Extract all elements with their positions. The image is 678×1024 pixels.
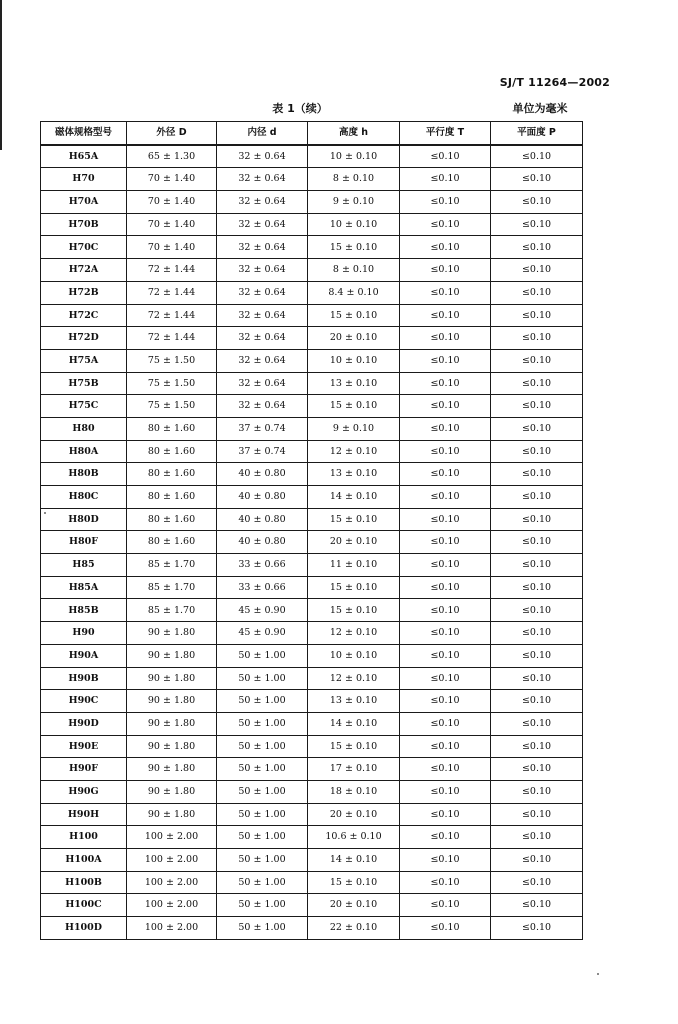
cell-parallelism: ≤0.10 <box>400 281 491 304</box>
cell-outer-diameter: 90 ± 1.80 <box>127 644 217 667</box>
cell-height: 14 ± 0.10 <box>308 486 400 509</box>
cell-flatness: ≤0.10 <box>491 213 583 236</box>
cell-model: H90H <box>41 803 127 826</box>
cell-inner-diameter: 40 ± 0.80 <box>217 463 308 486</box>
cell-flatness: ≤0.10 <box>491 236 583 259</box>
cell-parallelism: ≤0.10 <box>400 554 491 577</box>
cell-flatness: ≤0.10 <box>491 894 583 917</box>
cell-outer-diameter: 100 ± 2.00 <box>127 894 217 917</box>
cell-parallelism: ≤0.10 <box>400 463 491 486</box>
cell-flatness: ≤0.10 <box>491 599 583 622</box>
cell-height: 15 ± 0.10 <box>308 395 400 418</box>
cell-model: H75C <box>41 395 127 418</box>
table-row <box>41 894 583 917</box>
page-edge-rule <box>0 0 2 150</box>
cell-height: 12 ± 0.10 <box>308 440 400 463</box>
cell-outer-diameter: 80 ± 1.60 <box>127 486 217 509</box>
table-row <box>41 372 583 395</box>
cell-model: H70A <box>41 191 127 214</box>
table-row <box>41 712 583 735</box>
table-header-row <box>41 122 583 145</box>
cell-height: 20 ± 0.10 <box>308 803 400 826</box>
table-row <box>41 735 583 758</box>
table-row <box>41 780 583 803</box>
table-row <box>41 599 583 622</box>
cell-outer-diameter: 90 ± 1.80 <box>127 712 217 735</box>
table-row <box>41 554 583 577</box>
table-row <box>41 508 583 531</box>
cell-height: 10.6 ± 0.10 <box>308 826 400 849</box>
cell-model: H100C <box>41 894 127 917</box>
standard-code: SJ/T 11264—2002 <box>499 76 610 89</box>
cell-inner-diameter: 32 ± 0.64 <box>217 259 308 282</box>
table-row <box>41 644 583 667</box>
cell-inner-diameter: 45 ± 0.90 <box>217 599 308 622</box>
table-row <box>41 826 583 849</box>
scan-speck <box>44 512 46 514</box>
cell-parallelism: ≤0.10 <box>400 735 491 758</box>
cell-parallelism: ≤0.10 <box>400 349 491 372</box>
cell-parallelism: ≤0.10 <box>400 213 491 236</box>
cell-model: H100B <box>41 871 127 894</box>
cell-parallelism: ≤0.10 <box>400 803 491 826</box>
cell-model: H70C <box>41 236 127 259</box>
table-row <box>41 349 583 372</box>
cell-model: H100 <box>41 826 127 849</box>
table-row <box>41 486 583 509</box>
table-row <box>41 576 583 599</box>
cell-height: 8 ± 0.10 <box>308 259 400 282</box>
cell-inner-diameter: 40 ± 0.80 <box>217 531 308 554</box>
cell-flatness: ≤0.10 <box>491 735 583 758</box>
cell-inner-diameter: 40 ± 0.80 <box>217 508 308 531</box>
cell-height: 13 ± 0.10 <box>308 372 400 395</box>
cell-outer-diameter: 100 ± 2.00 <box>127 871 217 894</box>
cell-height: 17 ± 0.10 <box>308 758 400 781</box>
cell-flatness: ≤0.10 <box>491 622 583 645</box>
cell-outer-diameter: 80 ± 1.60 <box>127 531 217 554</box>
unit-label: 单位为毫米 <box>512 102 568 115</box>
table-row <box>41 168 583 191</box>
cell-outer-diameter: 65 ± 1.30 <box>127 145 217 168</box>
cell-parallelism: ≤0.10 <box>400 712 491 735</box>
table-row <box>41 417 583 440</box>
table-row <box>41 145 583 168</box>
cell-inner-diameter: 32 ± 0.64 <box>217 395 308 418</box>
table-row <box>41 281 583 304</box>
cell-parallelism: ≤0.10 <box>400 395 491 418</box>
cell-height: 20 ± 0.10 <box>308 531 400 554</box>
cell-parallelism: ≤0.10 <box>400 917 491 940</box>
cell-height: 13 ± 0.10 <box>308 463 400 486</box>
cell-parallelism: ≤0.10 <box>400 599 491 622</box>
cell-outer-diameter: 70 ± 1.40 <box>127 191 217 214</box>
column-header-inner-diameter: 内径 d <box>217 122 308 145</box>
cell-parallelism: ≤0.10 <box>400 894 491 917</box>
cell-model: H85 <box>41 554 127 577</box>
cell-parallelism: ≤0.10 <box>400 486 491 509</box>
scan-speck <box>597 973 599 975</box>
cell-parallelism: ≤0.10 <box>400 849 491 872</box>
cell-model: H70B <box>41 213 127 236</box>
cell-inner-diameter: 50 ± 1.00 <box>217 826 308 849</box>
cell-flatness: ≤0.10 <box>491 191 583 214</box>
column-header-parallelism: 平行度 T <box>400 122 491 145</box>
table-row <box>41 803 583 826</box>
cell-model: H72A <box>41 259 127 282</box>
cell-model: H90B <box>41 667 127 690</box>
cell-height: 12 ± 0.10 <box>308 622 400 645</box>
cell-model: H72B <box>41 281 127 304</box>
cell-outer-diameter: 80 ± 1.60 <box>127 463 217 486</box>
table-row <box>41 758 583 781</box>
cell-outer-diameter: 70 ± 1.40 <box>127 236 217 259</box>
cell-outer-diameter: 75 ± 1.50 <box>127 349 217 372</box>
cell-parallelism: ≤0.10 <box>400 236 491 259</box>
cell-outer-diameter: 85 ± 1.70 <box>127 554 217 577</box>
cell-inner-diameter: 32 ± 0.64 <box>217 213 308 236</box>
cell-inner-diameter: 50 ± 1.00 <box>217 917 308 940</box>
cell-outer-diameter: 100 ± 2.00 <box>127 849 217 872</box>
cell-outer-diameter: 90 ± 1.80 <box>127 622 217 645</box>
cell-flatness: ≤0.10 <box>491 849 583 872</box>
cell-model: H80B <box>41 463 127 486</box>
cell-model: H90F <box>41 758 127 781</box>
cell-model: H72C <box>41 304 127 327</box>
cell-model: H80D <box>41 508 127 531</box>
cell-inner-diameter: 50 ± 1.00 <box>217 780 308 803</box>
cell-outer-diameter: 90 ± 1.80 <box>127 758 217 781</box>
cell-parallelism: ≤0.10 <box>400 826 491 849</box>
cell-outer-diameter: 90 ± 1.80 <box>127 690 217 713</box>
cell-parallelism: ≤0.10 <box>400 622 491 645</box>
cell-model: H100A <box>41 849 127 872</box>
table-row <box>41 213 583 236</box>
cell-model: H100D <box>41 917 127 940</box>
cell-flatness: ≤0.10 <box>491 826 583 849</box>
cell-parallelism: ≤0.10 <box>400 644 491 667</box>
table-row <box>41 327 583 350</box>
cell-parallelism: ≤0.10 <box>400 304 491 327</box>
cell-height: 15 ± 0.10 <box>308 304 400 327</box>
cell-inner-diameter: 40 ± 0.80 <box>217 486 308 509</box>
table-row <box>41 304 583 327</box>
cell-flatness: ≤0.10 <box>491 576 583 599</box>
cell-outer-diameter: 100 ± 2.00 <box>127 826 217 849</box>
cell-outer-diameter: 90 ± 1.80 <box>127 667 217 690</box>
cell-outer-diameter: 72 ± 1.44 <box>127 281 217 304</box>
cell-parallelism: ≤0.10 <box>400 168 491 191</box>
cell-outer-diameter: 72 ± 1.44 <box>127 304 217 327</box>
cell-height: 9 ± 0.10 <box>308 191 400 214</box>
cell-height: 8 ± 0.10 <box>308 168 400 191</box>
table-row <box>41 531 583 554</box>
cell-model: H80C <box>41 486 127 509</box>
cell-height: 14 ± 0.10 <box>308 712 400 735</box>
cell-flatness: ≤0.10 <box>491 780 583 803</box>
cell-outer-diameter: 75 ± 1.50 <box>127 395 217 418</box>
cell-flatness: ≤0.10 <box>491 145 583 168</box>
column-header-model: 磁体规格型号 <box>41 122 127 145</box>
cell-flatness: ≤0.10 <box>491 644 583 667</box>
table-row <box>41 259 583 282</box>
column-header-outer-diameter: 外径 D <box>127 122 217 145</box>
cell-flatness: ≤0.10 <box>491 327 583 350</box>
cell-inner-diameter: 33 ± 0.66 <box>217 554 308 577</box>
cell-outer-diameter: 72 ± 1.44 <box>127 259 217 282</box>
cell-model: H80A <box>41 440 127 463</box>
cell-outer-diameter: 90 ± 1.80 <box>127 803 217 826</box>
cell-outer-diameter: 80 ± 1.60 <box>127 440 217 463</box>
cell-inner-diameter: 50 ± 1.00 <box>217 871 308 894</box>
cell-flatness: ≤0.10 <box>491 395 583 418</box>
column-header-height: 高度 h <box>308 122 400 145</box>
cell-height: 10 ± 0.10 <box>308 349 400 372</box>
cell-flatness: ≤0.10 <box>491 372 583 395</box>
cell-flatness: ≤0.10 <box>491 690 583 713</box>
cell-parallelism: ≤0.10 <box>400 327 491 350</box>
cell-height: 15 ± 0.10 <box>308 599 400 622</box>
cell-flatness: ≤0.10 <box>491 259 583 282</box>
cell-parallelism: ≤0.10 <box>400 372 491 395</box>
cell-height: 20 ± 0.10 <box>308 327 400 350</box>
cell-parallelism: ≤0.10 <box>400 259 491 282</box>
cell-inner-diameter: 32 ± 0.64 <box>217 191 308 214</box>
cell-outer-diameter: 72 ± 1.44 <box>127 327 217 350</box>
table-row <box>41 440 583 463</box>
cell-flatness: ≤0.10 <box>491 531 583 554</box>
cell-inner-diameter: 50 ± 1.00 <box>217 644 308 667</box>
cell-outer-diameter: 70 ± 1.40 <box>127 213 217 236</box>
cell-inner-diameter: 33 ± 0.66 <box>217 576 308 599</box>
cell-inner-diameter: 32 ± 0.64 <box>217 281 308 304</box>
cell-height: 9 ± 0.10 <box>308 417 400 440</box>
cell-height: 14 ± 0.10 <box>308 849 400 872</box>
cell-flatness: ≤0.10 <box>491 304 583 327</box>
cell-flatness: ≤0.10 <box>491 417 583 440</box>
cell-height: 12 ± 0.10 <box>308 667 400 690</box>
cell-flatness: ≤0.10 <box>491 667 583 690</box>
cell-inner-diameter: 50 ± 1.00 <box>217 735 308 758</box>
table-row <box>41 849 583 872</box>
cell-model: H90D <box>41 712 127 735</box>
table-row <box>41 917 583 940</box>
cell-inner-diameter: 45 ± 0.90 <box>217 622 308 645</box>
cell-model: H80F <box>41 531 127 554</box>
cell-parallelism: ≤0.10 <box>400 145 491 168</box>
table-row <box>41 463 583 486</box>
cell-inner-diameter: 37 ± 0.74 <box>217 440 308 463</box>
cell-parallelism: ≤0.10 <box>400 440 491 463</box>
cell-model: H90G <box>41 780 127 803</box>
table-row <box>41 395 583 418</box>
cell-height: 10 ± 0.10 <box>308 213 400 236</box>
cell-inner-diameter: 32 ± 0.64 <box>217 168 308 191</box>
cell-inner-diameter: 32 ± 0.64 <box>217 145 308 168</box>
column-header-flatness: 平面度 P <box>491 122 583 145</box>
cell-flatness: ≤0.10 <box>491 803 583 826</box>
cell-inner-diameter: 32 ± 0.64 <box>217 236 308 259</box>
cell-height: 10 ± 0.10 <box>308 644 400 667</box>
cell-model: H65A <box>41 145 127 168</box>
table-row <box>41 191 583 214</box>
cell-flatness: ≤0.10 <box>491 712 583 735</box>
cell-flatness: ≤0.10 <box>491 554 583 577</box>
cell-flatness: ≤0.10 <box>491 917 583 940</box>
cell-inner-diameter: 32 ± 0.64 <box>217 327 308 350</box>
table-row <box>41 690 583 713</box>
cell-height: 18 ± 0.10 <box>308 780 400 803</box>
cell-height: 15 ± 0.10 <box>308 735 400 758</box>
cell-flatness: ≤0.10 <box>491 486 583 509</box>
cell-outer-diameter: 80 ± 1.60 <box>127 508 217 531</box>
cell-parallelism: ≤0.10 <box>400 531 491 554</box>
cell-flatness: ≤0.10 <box>491 349 583 372</box>
cell-flatness: ≤0.10 <box>491 168 583 191</box>
cell-inner-diameter: 32 ± 0.64 <box>217 349 308 372</box>
cell-outer-diameter: 70 ± 1.40 <box>127 168 217 191</box>
cell-flatness: ≤0.10 <box>491 871 583 894</box>
cell-inner-diameter: 50 ± 1.00 <box>217 667 308 690</box>
table-row <box>41 871 583 894</box>
cell-model: H90 <box>41 622 127 645</box>
cell-parallelism: ≤0.10 <box>400 508 491 531</box>
cell-inner-diameter: 50 ± 1.00 <box>217 849 308 872</box>
cell-model: H90E <box>41 735 127 758</box>
cell-parallelism: ≤0.10 <box>400 780 491 803</box>
cell-inner-diameter: 50 ± 1.00 <box>217 712 308 735</box>
cell-parallelism: ≤0.10 <box>400 871 491 894</box>
cell-model: H90C <box>41 690 127 713</box>
cell-parallelism: ≤0.10 <box>400 576 491 599</box>
cell-outer-diameter: 85 ± 1.70 <box>127 599 217 622</box>
cell-parallelism: ≤0.10 <box>400 690 491 713</box>
cell-flatness: ≤0.10 <box>491 440 583 463</box>
cell-height: 22 ± 0.10 <box>308 917 400 940</box>
cell-inner-diameter: 50 ± 1.00 <box>217 690 308 713</box>
cell-outer-diameter: 100 ± 2.00 <box>127 917 217 940</box>
cell-height: 8.4 ± 0.10 <box>308 281 400 304</box>
table-title: 表 1（续） <box>272 102 328 115</box>
magnet-spec-table <box>40 121 583 940</box>
cell-parallelism: ≤0.10 <box>400 758 491 781</box>
table-row <box>41 667 583 690</box>
cell-outer-diameter: 85 ± 1.70 <box>127 576 217 599</box>
cell-flatness: ≤0.10 <box>491 758 583 781</box>
cell-height: 13 ± 0.10 <box>308 690 400 713</box>
cell-model: H85B <box>41 599 127 622</box>
cell-outer-diameter: 90 ± 1.80 <box>127 780 217 803</box>
cell-height: 15 ± 0.10 <box>308 576 400 599</box>
cell-height: 11 ± 0.10 <box>308 554 400 577</box>
cell-inner-diameter: 50 ± 1.00 <box>217 803 308 826</box>
cell-inner-diameter: 37 ± 0.74 <box>217 417 308 440</box>
cell-parallelism: ≤0.10 <box>400 417 491 440</box>
cell-height: 10 ± 0.10 <box>308 145 400 168</box>
cell-model: H75A <box>41 349 127 372</box>
cell-model: H80 <box>41 417 127 440</box>
table-row <box>41 236 583 259</box>
cell-parallelism: ≤0.10 <box>400 191 491 214</box>
cell-outer-diameter: 80 ± 1.60 <box>127 417 217 440</box>
cell-height: 15 ± 0.10 <box>308 236 400 259</box>
cell-flatness: ≤0.10 <box>491 463 583 486</box>
cell-height: 20 ± 0.10 <box>308 894 400 917</box>
cell-outer-diameter: 75 ± 1.50 <box>127 372 217 395</box>
cell-flatness: ≤0.10 <box>491 281 583 304</box>
cell-model: H75B <box>41 372 127 395</box>
cell-model: H90A <box>41 644 127 667</box>
cell-inner-diameter: 50 ± 1.00 <box>217 894 308 917</box>
table-row <box>41 622 583 645</box>
cell-inner-diameter: 50 ± 1.00 <box>217 758 308 781</box>
cell-model: H70 <box>41 168 127 191</box>
cell-model: H72D <box>41 327 127 350</box>
cell-outer-diameter: 90 ± 1.80 <box>127 735 217 758</box>
cell-height: 15 ± 0.10 <box>308 871 400 894</box>
cell-inner-diameter: 32 ± 0.64 <box>217 304 308 327</box>
cell-flatness: ≤0.10 <box>491 508 583 531</box>
cell-model: H85A <box>41 576 127 599</box>
cell-parallelism: ≤0.10 <box>400 667 491 690</box>
cell-height: 15 ± 0.10 <box>308 508 400 531</box>
cell-inner-diameter: 32 ± 0.64 <box>217 372 308 395</box>
